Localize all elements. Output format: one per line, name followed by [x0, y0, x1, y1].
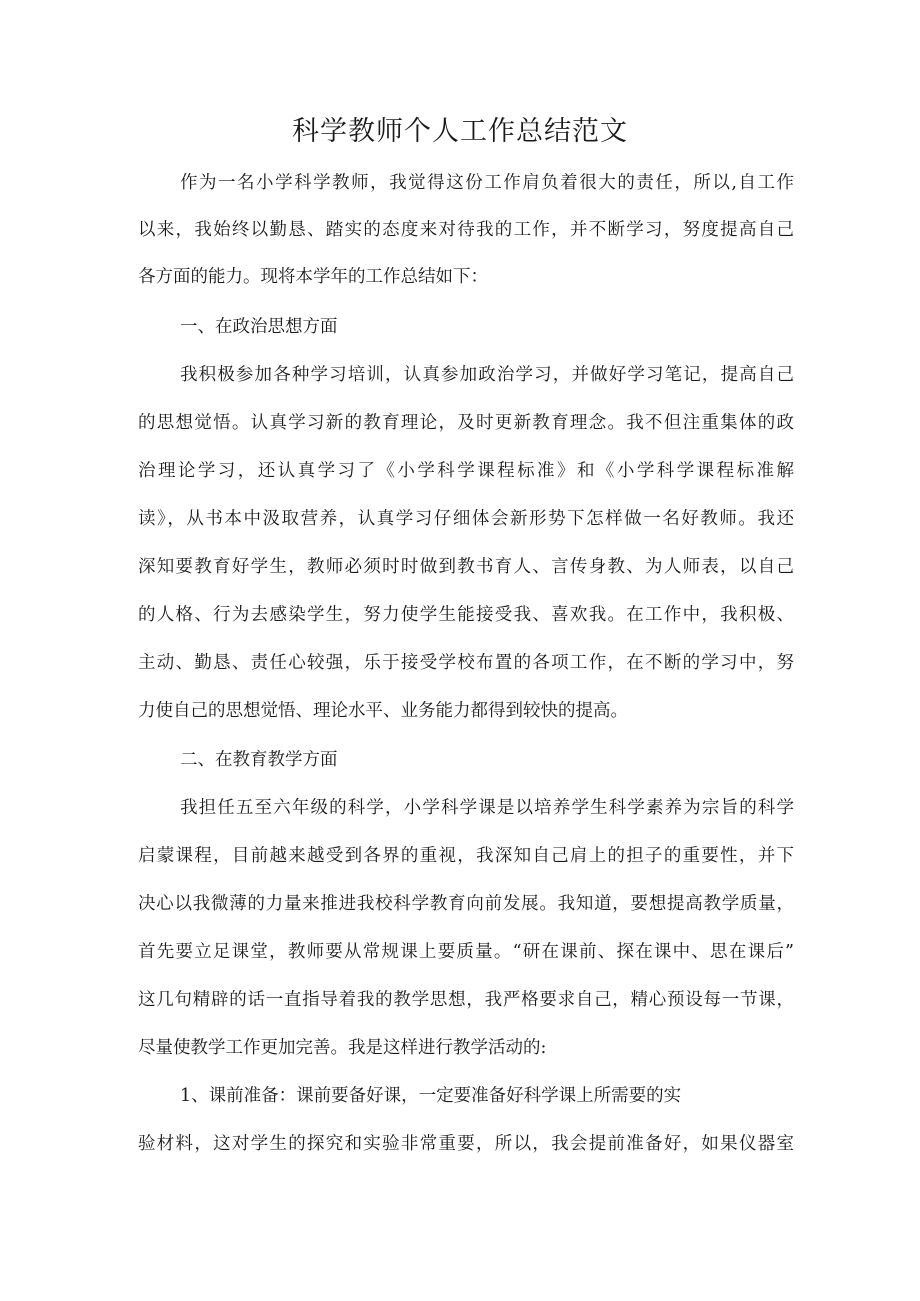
paragraph-line: 力使自己的思想觉悟、理论水平、业务能力都得到较快的提高。	[138, 701, 628, 721]
paragraph-line: 各方面的能力。现将本学年的工作总结如下：	[138, 267, 488, 287]
paragraph-line: 的思想觉悟。认真学习新的教育理论，及时更新教育理念。我不但注重集体的政	[138, 413, 794, 433]
paragraph-line: 验材料，这对学生的探究和实验非常重要，所以，我会提前准备好，如果仪器室	[138, 1134, 794, 1154]
paragraph-line: 我担任五至六年级的科学，小学科学课是以培养学生科学素养为宗旨的科学	[180, 798, 794, 818]
paragraph-line: 治理论学习，还认真学习了《小学科学课程标准》和《小学科学课程标准解	[138, 461, 794, 481]
paragraph-line: 作为一名小学科学教师，我觉得这份工作肩负着很大的责任，所以,自工作	[180, 173, 794, 193]
section-heading: 二、在教育教学方面	[180, 750, 338, 770]
paragraph-line: 决心以我微薄的力量来推进我校科学教育向前发展。我知道，要想提高教学质量，	[138, 894, 794, 914]
paragraph-line: 1、课前准备：课前要备好课，一定要准备好科学课上所需要的实	[180, 1086, 682, 1106]
paragraph-line: 的人格、行为去感染学生，努力使学生能接受我、喜欢我。在工作中，我积极、	[138, 605, 794, 625]
paragraph-line: 首先要立足课堂，教师要从常规课上要质量。“研在课前、探在课中、思在课后”	[138, 942, 794, 962]
paragraph-line: 这几句精辟的话一直指导着我的教学思想，我严格要求自己，精心预设每一节课，	[138, 990, 794, 1010]
paragraph-line: 以来，我始终以勤恳、踏实的态度来对待我的工作，并不断学习，努度提高自己	[138, 220, 794, 240]
paragraph-line: 读》，从书本中汲取营养，认真学习仔细体会新形势下怎样做一名好教师。我还	[138, 509, 794, 529]
paragraph-line: 启蒙课程，目前越来越受到各界的重视，我深知自己肩上的担子的重要性，并下	[138, 846, 794, 866]
paragraph-line: 主动、勤恳、责任心较强，乐于接受学校布置的各项工作，在不断的学习中，努	[138, 653, 794, 673]
paragraph-line: 我积极参加各种学习培训，认真参加政治学习，并做好学习笔记，提高自己	[180, 365, 794, 385]
section-heading: 一、在政治思想方面	[180, 317, 338, 337]
paragraph-line: 尽量使教学工作更加完善。我是这样进行教学活动的:	[138, 1038, 547, 1058]
paragraph-line: 深知要教育好学生，教师必须时时做到教书育人、言传身教、为人师表，以自己	[138, 557, 794, 577]
document-title: 科学教师个人工作总结范文	[292, 116, 628, 147]
